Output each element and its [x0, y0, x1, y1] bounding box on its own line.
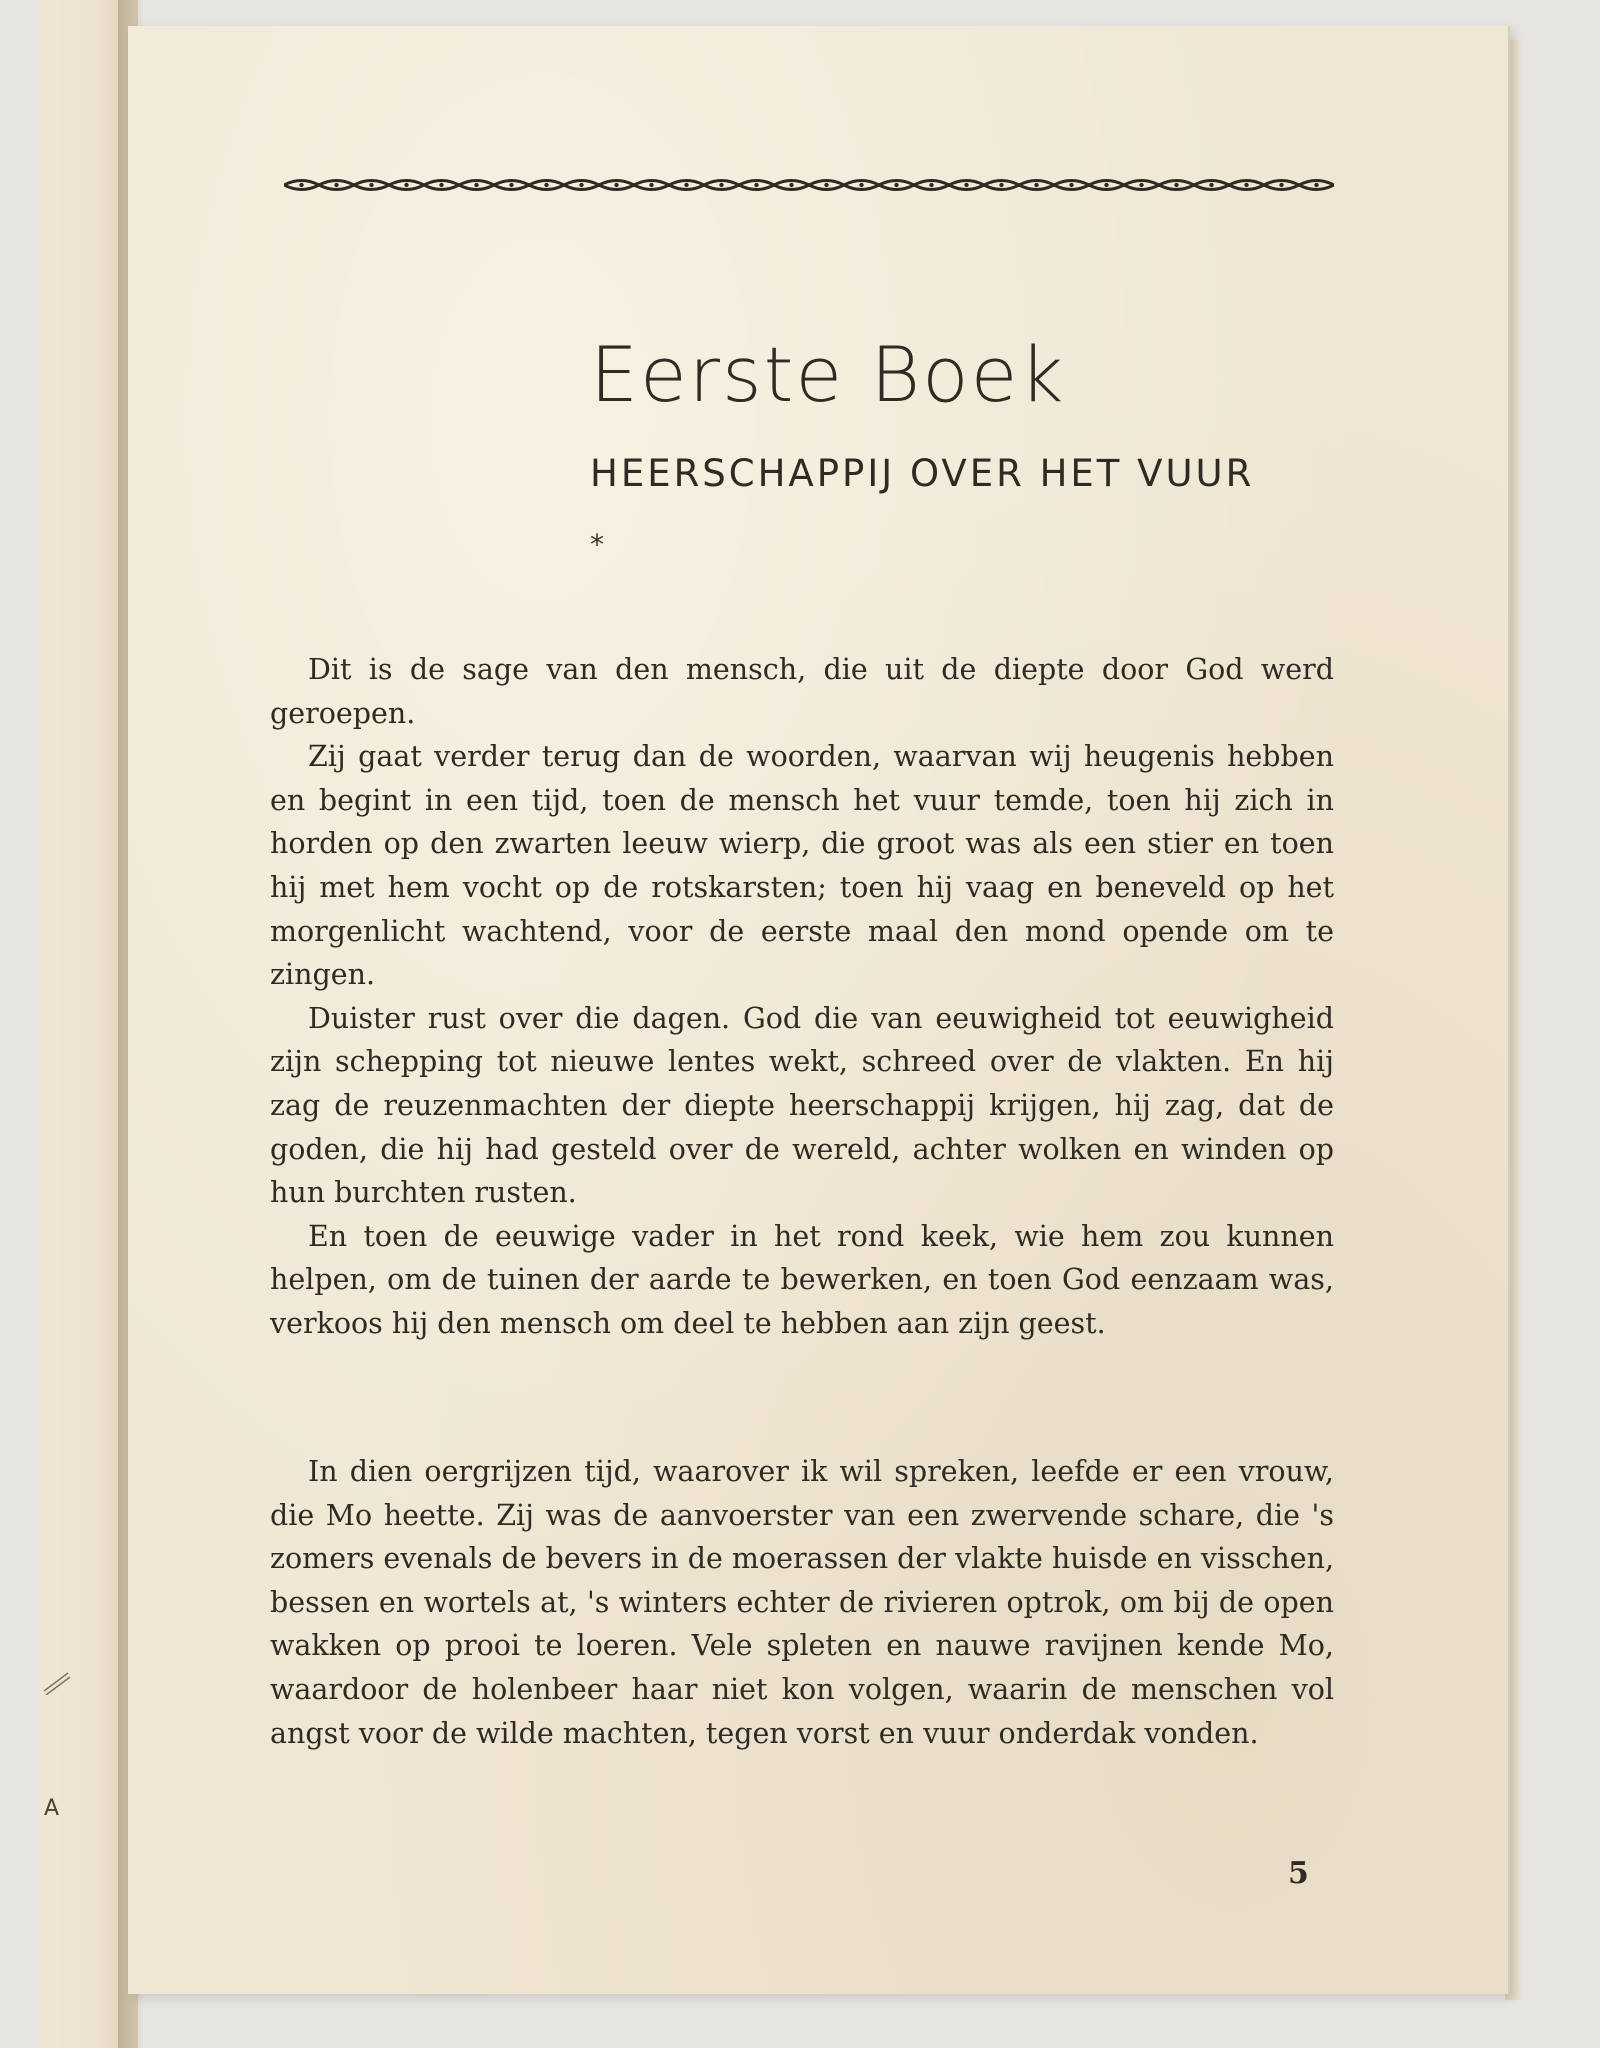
decorative-border-ornament [284, 170, 1334, 200]
left-page-margin-letter: A [44, 1796, 60, 1821]
paragraph: In dien oergrijzen tijd, waarover ik wil spreken, leefde er een vrouw, die Mo heette. Zij was de aanvoerster van een zwervende schare, die 's zomers evenals de bevers in de moerassen der vlakte huisde en visschen, bessen en wortels at, 's winters echter de rivieren optrok, om bij de open wakken op prooi te loeren. Vele spleten en nauwe ravijnen kende Mo, waardoor de holenbeer haar niet kon volgen, waarin de menschen vol angst voor de wilde machten, tegen vorst en vuur onderdak vonden. [270, 1455, 1334, 1750]
paragraph: En toen de eeuwige vader in het rond keek, wie hem zou kunnen helpen, om de tuinen der aarde te bewerken, en toen God eenzaam was, verkoos hij den mensch om deel te hebben aan zijn geest. [270, 1219, 1334, 1340]
pencil-marks [42, 1665, 72, 1695]
text-section-2 [270, 1450, 1334, 1755]
text-section-1 [270, 648, 1334, 1346]
paragraph: Duister rust over die dagen. God die van eeuwigheid tot eeuwigheid zijn schepping tot nieuwe lentes wekt, schreed over de vlakten. En hij zag de reuzenmachten der diepte heerschappij krijgen, hij zag, dat de goden, die hij had gesteld over de wereld, achter wolken en winden op hun burchten rusten. [270, 1001, 1334, 1210]
book-title: Eerste Boek [590, 330, 1066, 419]
page-number: 5 [1288, 1856, 1309, 1891]
paragraph: Zij gaat verder terug dan de woorden, waarvan wij heugenis hebben en begint in een tijd, toen de mensch het vuur temde, toen hij zich in horden op den zwarten leeuw wierp, die groot was als een stier en toen hij met hem vocht op de rotskarsten; toen hij vaag en beneveld op het morgenlicht wachtend, voor de eerste maal den mond opende om te zingen. [270, 740, 1334, 992]
paragraph: Dit is de sage van den mensch, die uit de diepte door God werd geroepen. [270, 653, 1334, 730]
section-mark: * [590, 528, 604, 561]
book-subtitle: HEERSCHAPPIJ OVER HET VUUR [590, 452, 1255, 495]
